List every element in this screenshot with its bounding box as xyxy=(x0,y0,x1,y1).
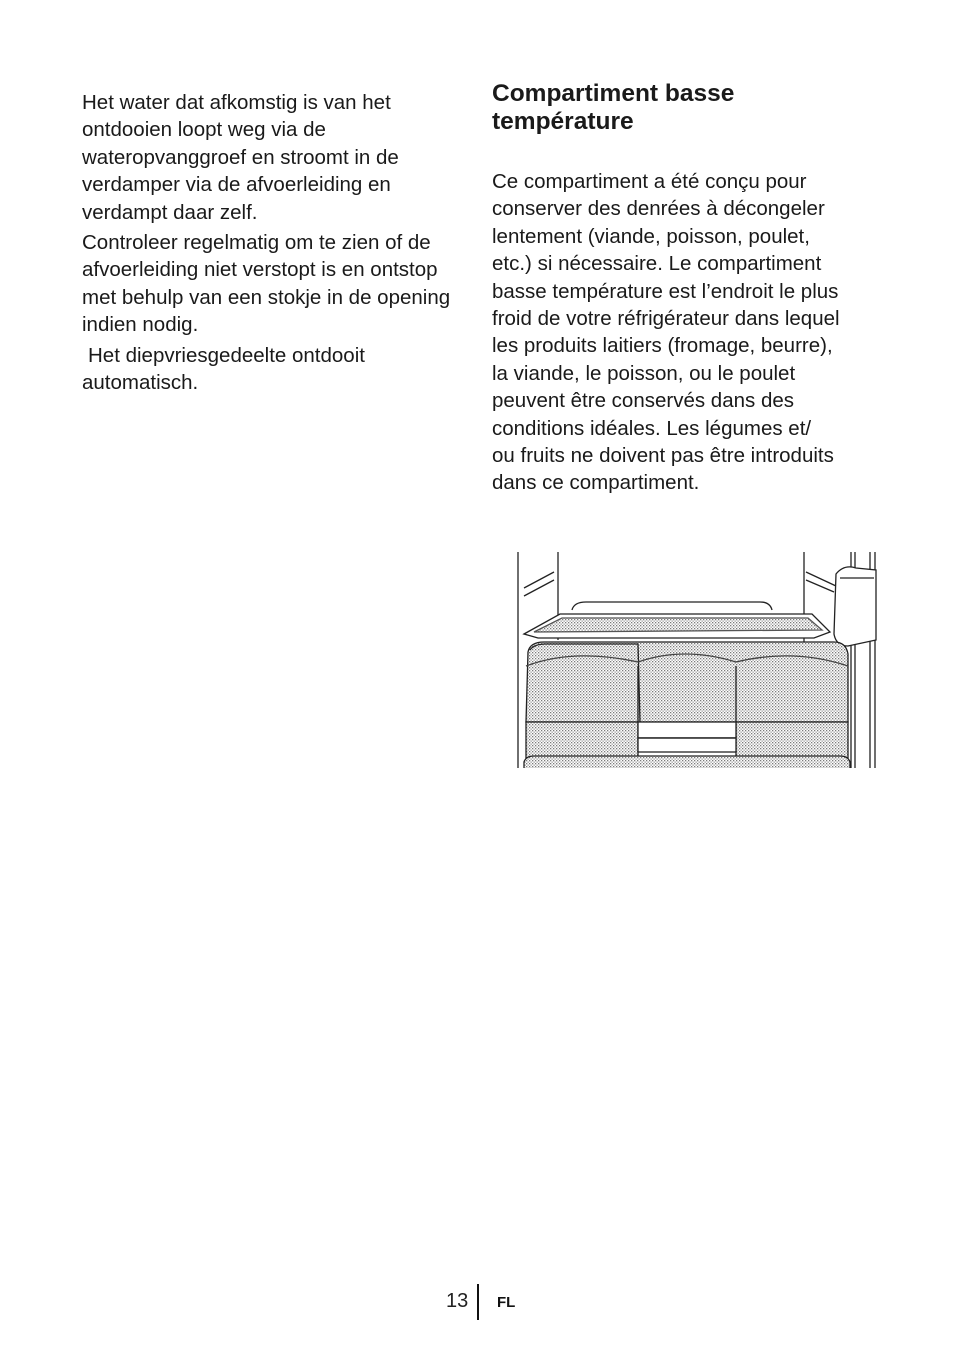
section-heading xyxy=(492,80,882,136)
body-line: conditions idéales. Les légumes et/ xyxy=(492,416,812,440)
body-line: les produits laitiers (fromage, beurre), xyxy=(492,334,833,358)
page-number: 13 xyxy=(446,1290,469,1312)
language-code: FL xyxy=(497,1294,516,1311)
left-column xyxy=(82,89,457,399)
body-line: lentement (viande, poisson, poulet, xyxy=(492,224,810,248)
body-line: dans ce compartiment. xyxy=(492,471,700,495)
section-body xyxy=(492,168,882,497)
body-line: basse température est l’endroit le plus xyxy=(492,279,839,303)
paragraph-check-drain: Controleer regelmatig om te zien of de afvoerleiding niet verstopt is en ontstop met behulp van een stokje in de opening indien nodig. xyxy=(82,231,451,337)
body-line: peuvent être conservés dans des xyxy=(492,389,794,413)
body-line: Ce compartiment a été conçu pour xyxy=(492,170,807,193)
paragraph-freezer-defrost: Het diepvriesgedeelte ontdooit automatisch. xyxy=(82,343,365,395)
page-footer xyxy=(0,1284,954,1324)
body-line: froid de votre réfrigérateur dans lequel xyxy=(492,307,840,331)
heading-line: température xyxy=(492,108,634,135)
body-line: la viande, le poisson, ou le poulet xyxy=(492,361,796,385)
body-line: etc.) si nécessaire. Le compartiment xyxy=(492,252,822,276)
right-column xyxy=(492,80,882,497)
fridge-compartment-illustration xyxy=(514,550,878,770)
paragraph-water-drain: Het water dat afkomstig is van het ontdooien loopt weg via de wateropvanggroef en stroomt in de verdamper via de afvoerleiding en verdampt daar zelf. xyxy=(82,91,399,224)
heading-line: Compartiment basse xyxy=(492,80,735,107)
footer-separator xyxy=(477,1284,479,1320)
body-line: ou fruits ne doivent pas être introduits xyxy=(492,444,834,468)
body-line: conserver des denrées à décongeler xyxy=(492,197,825,221)
